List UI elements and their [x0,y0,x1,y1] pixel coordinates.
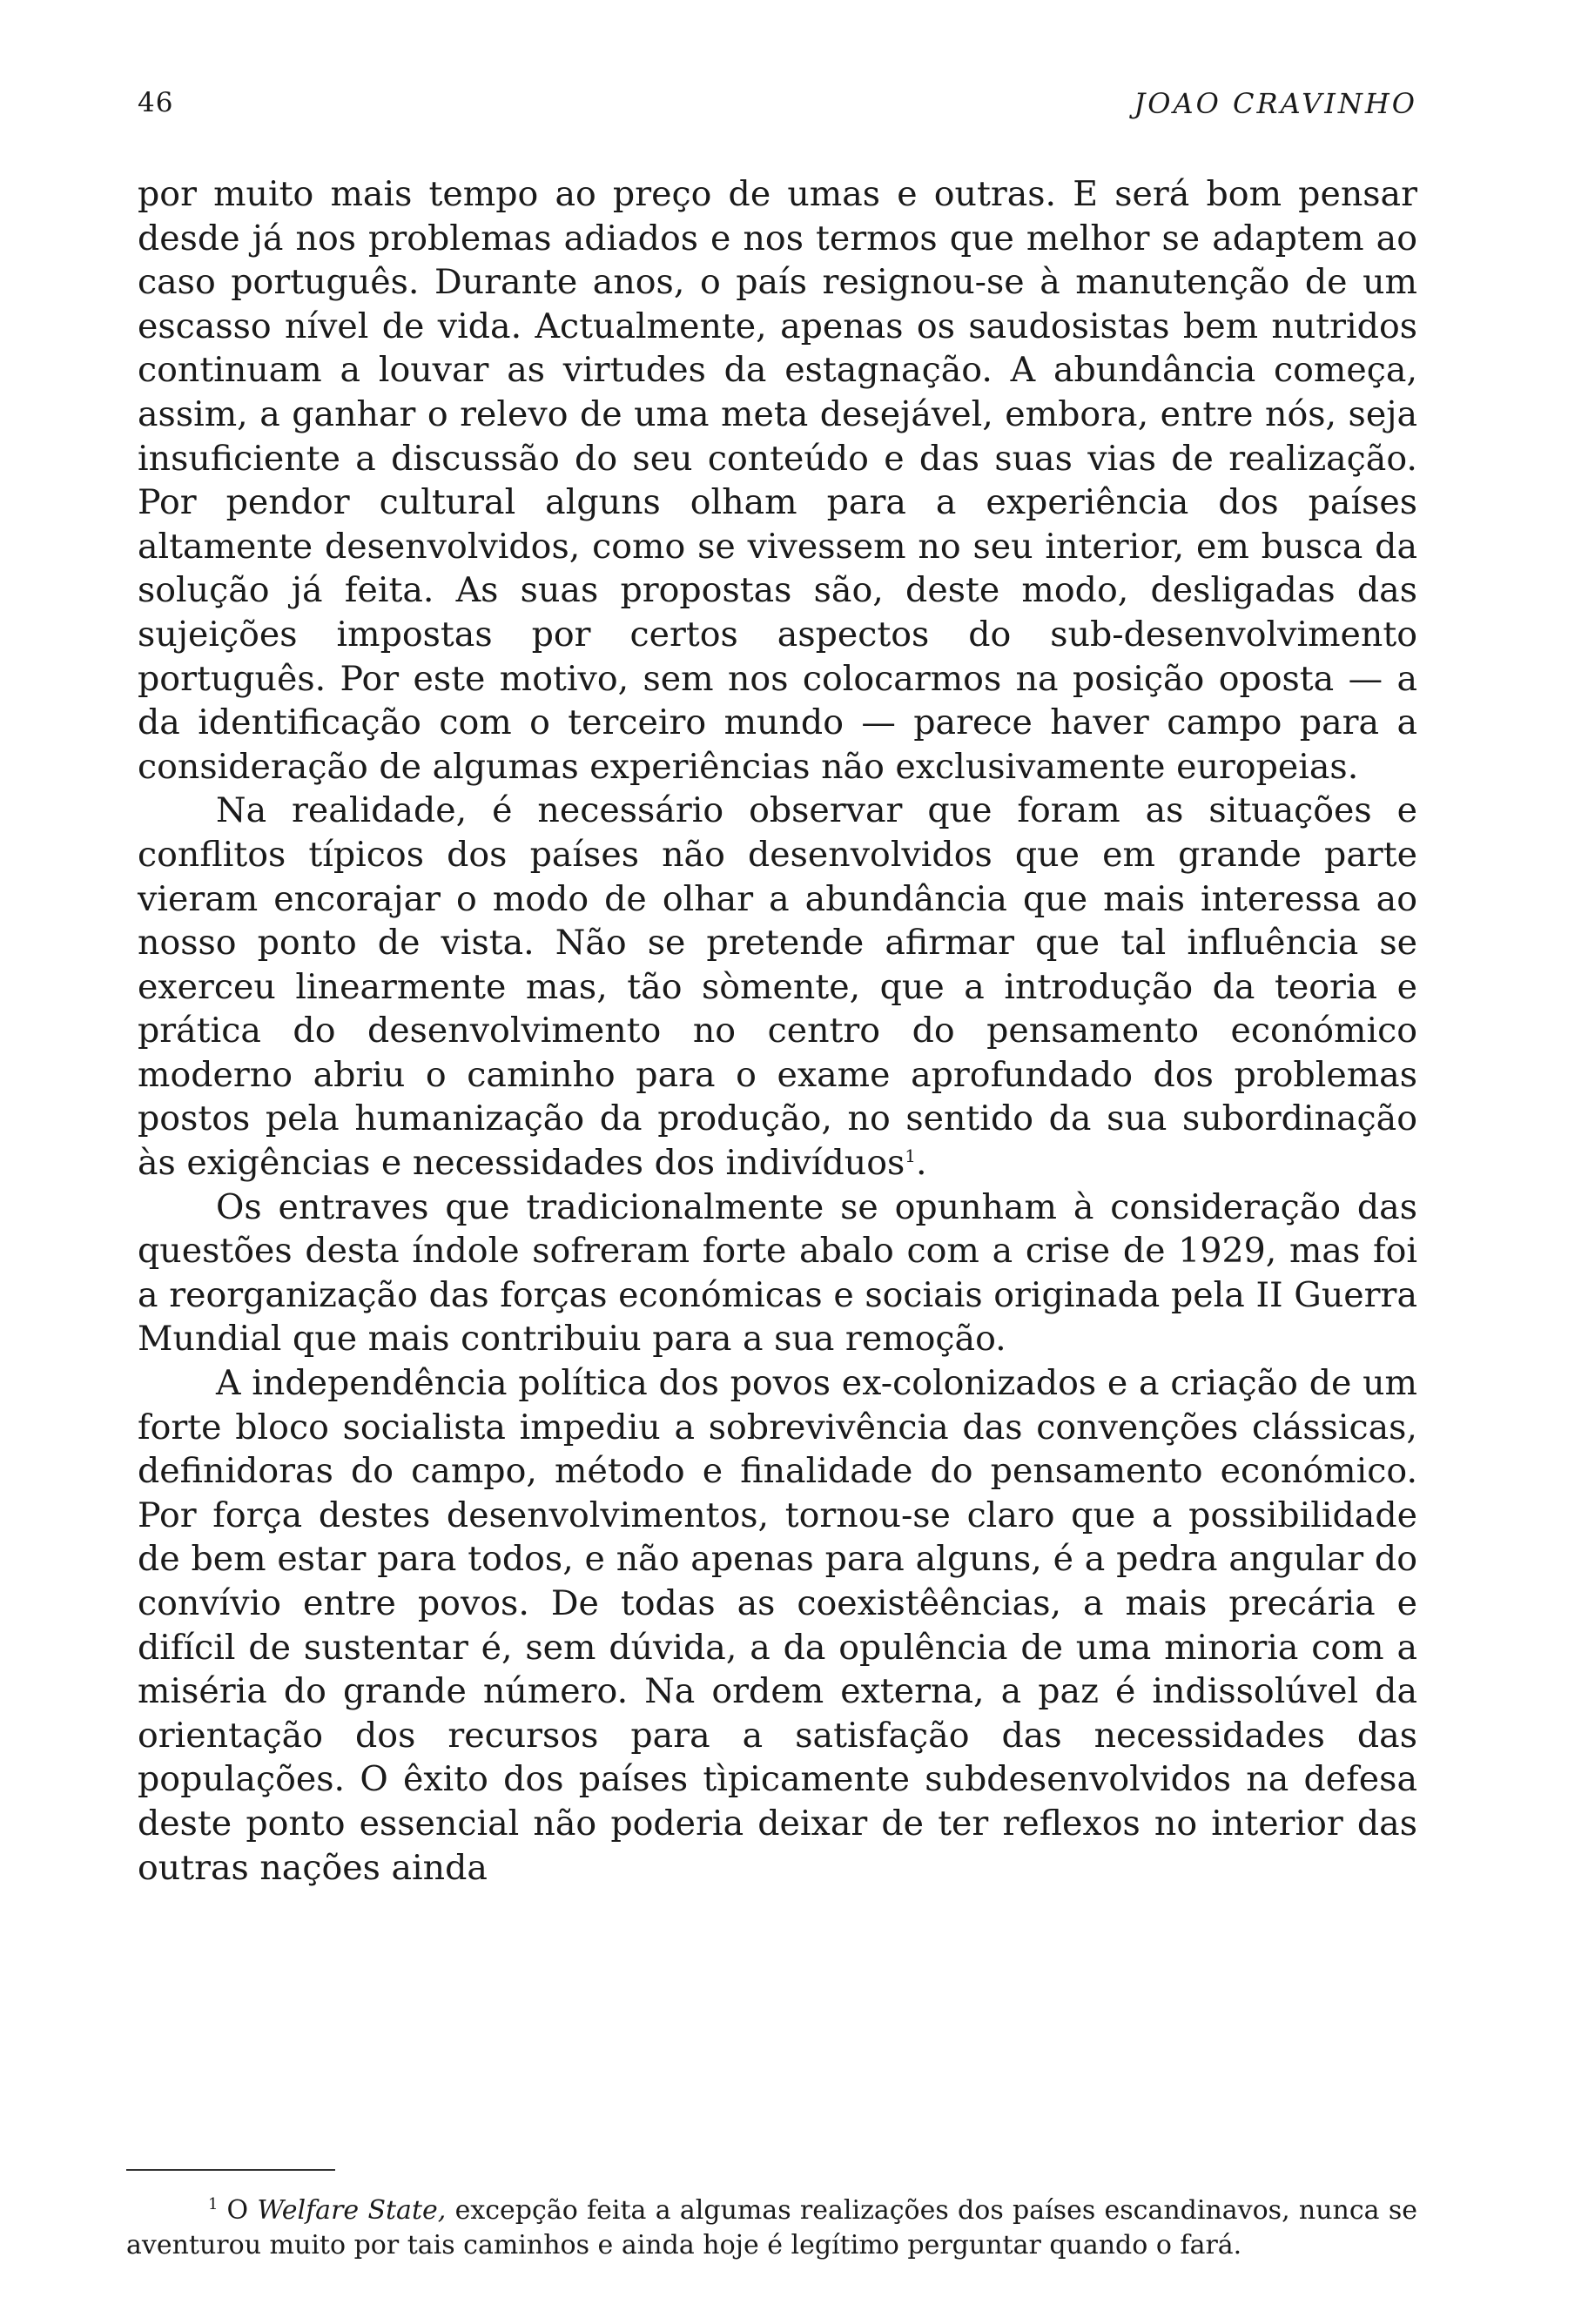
footnote-reference: 1 [905,1145,916,1166]
page-number: 46 [138,87,174,118]
footnote-italic-term: Welfare State, [257,2195,447,2226]
paragraph-3: Os entraves que tradicionalmente se opunham à consideração das questões desta índole sofreram forte abalo com a crise de 1929, mas foi a reorganização das forças económicas e sociais originada pela II Guerra Mundial que mais contribuiu para a sua remoção. [138,1186,1417,1360]
body-text [138,172,1417,1890]
paragraph-4: A independência política dos povos ex-colonizados e a criação de um forte bloco socialista impediu a sobrevivência das convenções clássicas, definidoras do campo, método e finalidade do pensamento económico. Por força destes desenvolvimentos, tornou-se claro que a possibilidade de bem estar para todos, e não apenas para alguns, é a pedra angular do convívio entre povos. De todas as coexistêências, a mais precária e difícil de sustentar é, sem dúvida, a da opulência de uma minoria com a miséria do grande número. Na ordem externa, a paz é indissolúvel da orientação dos recursos para a satisfação das necessidades das populações. O êxito dos países tìpicamente subdesenvolvidos na defesa deste ponto essencial não poderia deixar de ter reflexos no interior das outras nações ainda [138,1363,1417,1888]
footnote-mark: 1 [208,2195,219,2213]
running-head: JOAO CRAVINHO [1134,87,1417,120]
footnote-divider [126,2169,335,2171]
footnote-lead: O [226,2195,249,2226]
paragraph-2 [138,789,1417,1185]
paragraph-1: por muito mais tempo ao preço de umas e outras. E será bom pensar desde já nos problemas adiados e nos termos que melhor se adaptem ao caso português. Durante anos, o país resignou-se à manutenção de um escasso nível de vida. Actualmente, apenas os saudosistas bem nutridos continuam a louvar as virtudes da estagnação. A abundância começa, assim, a ganhar o relevo de uma meta desejável, embora, entre nós, seja insuficiente a discussão do seu conteúdo e das suas vias de realização. Por pendor cultural alguns olham para a experiência dos países altamente desenvolvidos, como se vivessem no seu interior, em busca da solução já feita. As suas propostas são, deste modo, desligadas das sujeições impostas por certos aspectos do sub-desenvolvimento português. Por este motivo, sem nos colocarmos na posição oposta — a da identificação com o terceiro mundo — parece haver campo para a consideração de algumas experiências não exclusivamente europeias. [138,174,1417,787]
footnote-text: excepção feita a algumas realizações dos países escandinavos, nunca se aventurou muito por tais caminhos e ainda hoje é legítimo perguntar quando o fará. [126,2195,1417,2260]
paragraph-2-end: . [915,1143,927,1184]
page-header [138,87,1417,131]
footnote [126,2193,1417,2263]
paragraph-2-text: Na realidade, é necessário observar que foram as situações e conflitos típicos dos países não desenvolvidos que em grande parte vieram encorajar o modo de olhar a abundância que mais interessa ao nosso ponto de vista. Não se pretende afirmar que tal influência se exerceu linearmente mas, tão sòmente, que a introdução da teoria e prática do desenvolvimento no centro do pensamento económico moderno abriu o caminho para o exame aprofundado dos problemas postos pela humanização da produção, no sentido da sua subordinação às exigências e necessidades dos indivíduos [138,790,1417,1184]
